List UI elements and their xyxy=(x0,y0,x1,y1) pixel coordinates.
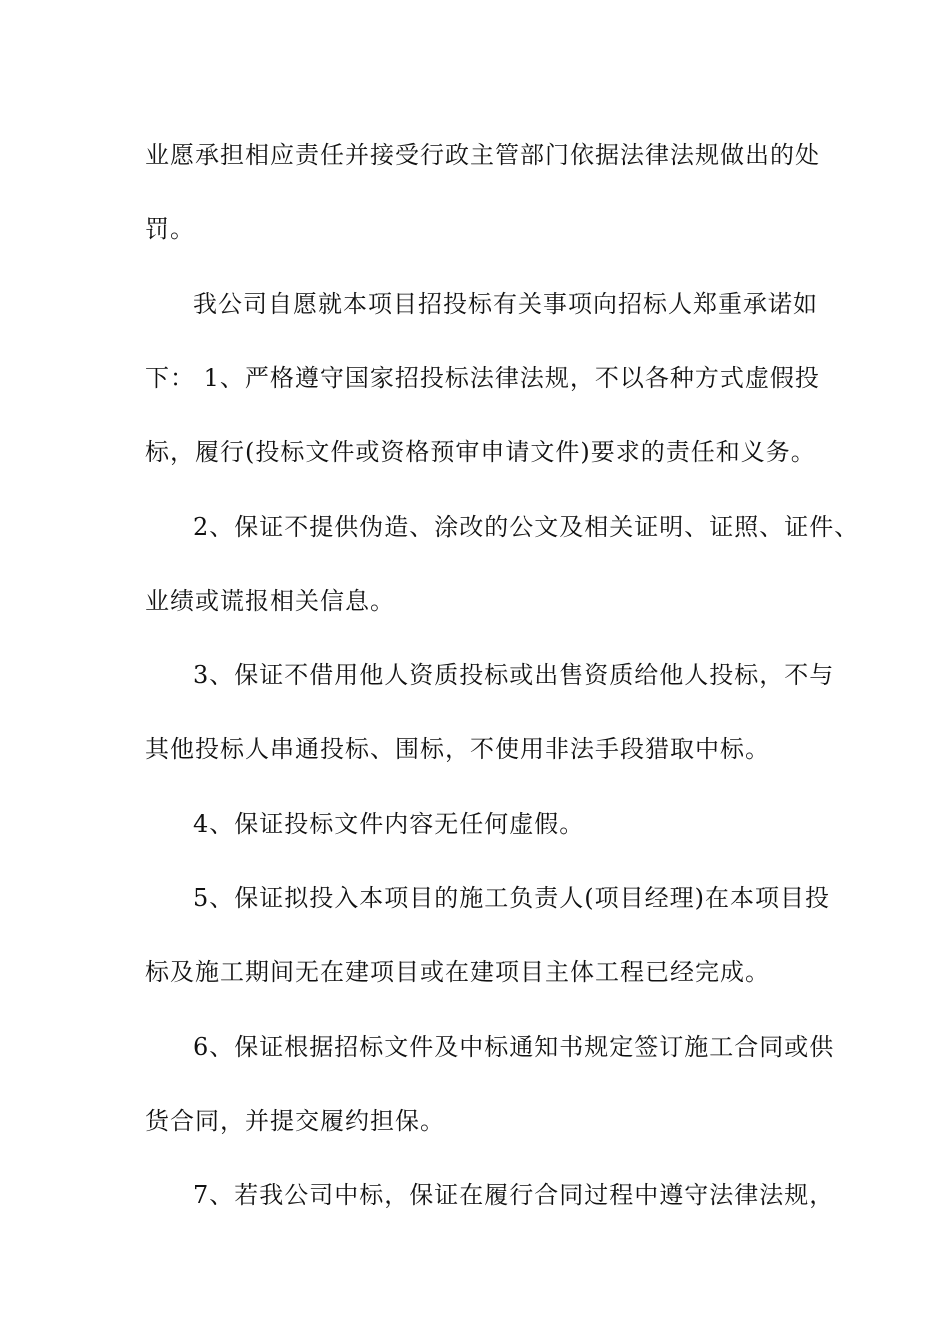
text-line-3: 我公司自愿就本项目招投标有关事项向招标人郑重承诺如 xyxy=(193,290,818,318)
text-line-11: 5、保证拟投入本项目的施工负责人(项目经理)在本项目投 xyxy=(193,884,830,912)
text-line-4: 下： 1、严格遵守国家招投标法律法规，不以各种方式虚假投 xyxy=(145,364,820,392)
text-line-9: 其他投标人串通投标、围标，不使用非法手段猎取中标。 xyxy=(145,735,770,763)
text-line-1: 业愿承担相应责任并接受行政主管部门依据法律法规做出的处 xyxy=(145,141,820,169)
text-line-12: 标及施工期间无在建项目或在建项目主体工程已经完成。 xyxy=(145,958,770,986)
text-line-7: 业绩或谎报相关信息。 xyxy=(145,587,395,615)
text-line-6: 2、保证不提供伪造、涂改的公文及相关证明、证照、证件、 xyxy=(193,513,860,541)
text-line-13: 6、保证根据招标文件及中标通知书规定签订施工合同或供 xyxy=(193,1033,835,1061)
text-line-5: 标，履行(投标文件或资格预审申请文件)要求的责任和义务。 xyxy=(145,438,816,466)
text-line-10: 4、保证投标文件内容无任何虚假。 xyxy=(193,810,585,838)
text-line-2: 罚。 xyxy=(145,215,195,243)
text-line-14: 货合同，并提交履约担保。 xyxy=(145,1107,445,1135)
text-line-15: 7、若我公司中标，保证在履行合同过程中遵守法律法规， xyxy=(193,1181,835,1209)
text-line-8: 3、保证不借用他人资质投标或出售资质给他人投标，不与 xyxy=(193,661,835,689)
